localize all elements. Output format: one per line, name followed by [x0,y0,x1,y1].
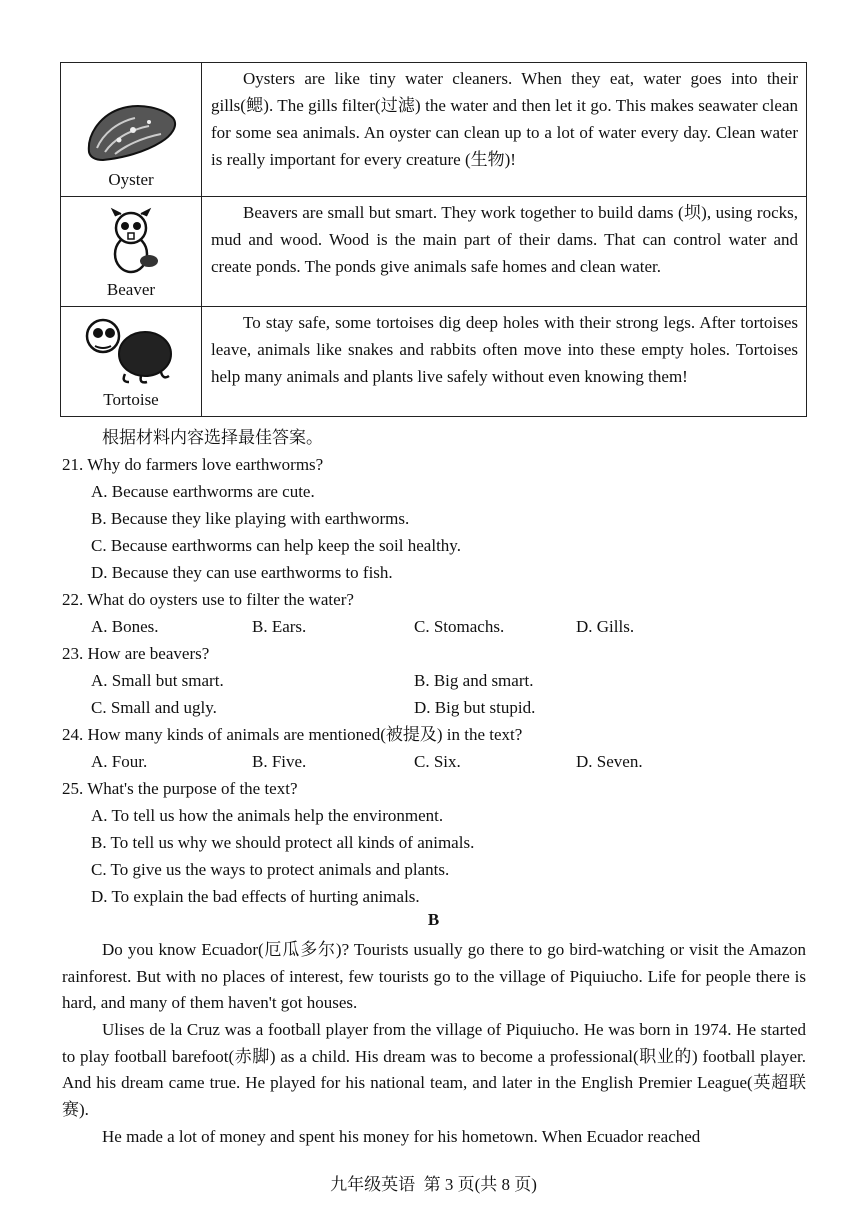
animal-name: Beaver [106,280,156,299]
option: B. To tell us why we should protect all kinds of animals. [91,833,475,852]
option: B. Because they like playing with earthworms. [91,509,410,528]
option: C. Stomachs. [414,617,505,636]
instruction: 根据材料内容选择最佳答案。 [102,428,323,447]
paragraph: Do you know Ecuador(厄瓜多尔)? Tourists usually go there to go bird-watching or visit the Amazon rainforest. But with no places of interest, few tourists go to the village of Piquiucho. Life for people there is hard, and many of them haven't got houses. [62,940,806,1013]
page-footer: 九年级英语 第 3 页(共 8 页) [330,1175,537,1194]
animal-description [202,63,807,197]
section-heading: B [427,910,440,929]
beaver-icon [101,206,161,276]
animal-description [202,197,807,307]
beaver-text: Beavers are small but smart. They work together to build dams (坝), using rocks, mud and wood. Wood is the main part of their dams. That can control water and create ponds. The ponds give animals safe homes and clean water. [211,203,798,276]
oyster-icon [83,100,179,166]
beaver-cell [61,197,202,307]
option: D. Big but stupid. [414,698,536,717]
tortoise-icon [81,316,181,386]
option: A. To tell us how the animals help the environment. [91,806,444,825]
question-stem: 22. What do oysters use to filter the water? [62,590,354,609]
paragraph: Ulises de la Cruz was a football player from the village of Piquiucho. He was born in 1974. He started to play football barefoot(赤脚) as a child. His dream was to become a professional(职业的) football player. And his dream came true. He played for his national team, and later in the English Premier League(英超联赛). [62,1020,806,1119]
option: B. Ears. [252,617,307,636]
option: C. To give us the ways to protect animals and plants. [91,860,450,879]
tortoise-cell [61,307,202,417]
option: D. Gills. [576,617,635,636]
tortoise-text: To stay safe, some tortoises dig deep holes with their strong legs. After tortoises leave, animals like snakes and rabbits often move into these empty holes. Tortoises help many animals and plants live safely without even knowing them! [211,313,798,386]
option: C. Because earthworms can help keep the soil healthy. [91,536,461,555]
animal-name: Oyster [108,170,154,189]
oyster-text: Oysters are like tiny water cleaners. When they eat, water goes into their gills(鳃). The gills filter(过滤) the water and then let it go. This makes seawater clean for some sea animals. An oyster can clean up to a lot of water every day. Clean water is really important for every creature (生物)! [211,69,798,169]
option: B. Five. [252,752,307,771]
option: A. Four. [91,752,148,771]
question-stem: 24. How many kinds of animals are mentioned(被提及) in the text? [62,725,523,744]
option: D. Because they can use earthworms to fish. [91,563,393,582]
question-stem: 21. Why do farmers love earthworms? [62,455,324,474]
animal-name: Tortoise [103,390,159,409]
option: A. Small but smart. [91,671,224,690]
paragraph: He made a lot of money and spent his money for his hometown. When Ecuador reached [102,1127,701,1146]
option: C. Six. [414,752,461,771]
option: B. Big and smart. [414,671,534,690]
option: A. Because earthworms are cute. [91,482,315,501]
option: C. Small and ugly. [91,698,217,717]
option: D. To explain the bad effects of hurting animals. [91,887,420,906]
option: A. Bones. [91,617,159,636]
animal-description [202,307,807,417]
option: D. Seven. [576,752,643,771]
animal-table [60,62,807,417]
oyster-cell [61,63,202,197]
question-stem: 25. What's the purpose of the text? [62,779,298,798]
question-stem: 23. How are beavers? [62,644,210,663]
